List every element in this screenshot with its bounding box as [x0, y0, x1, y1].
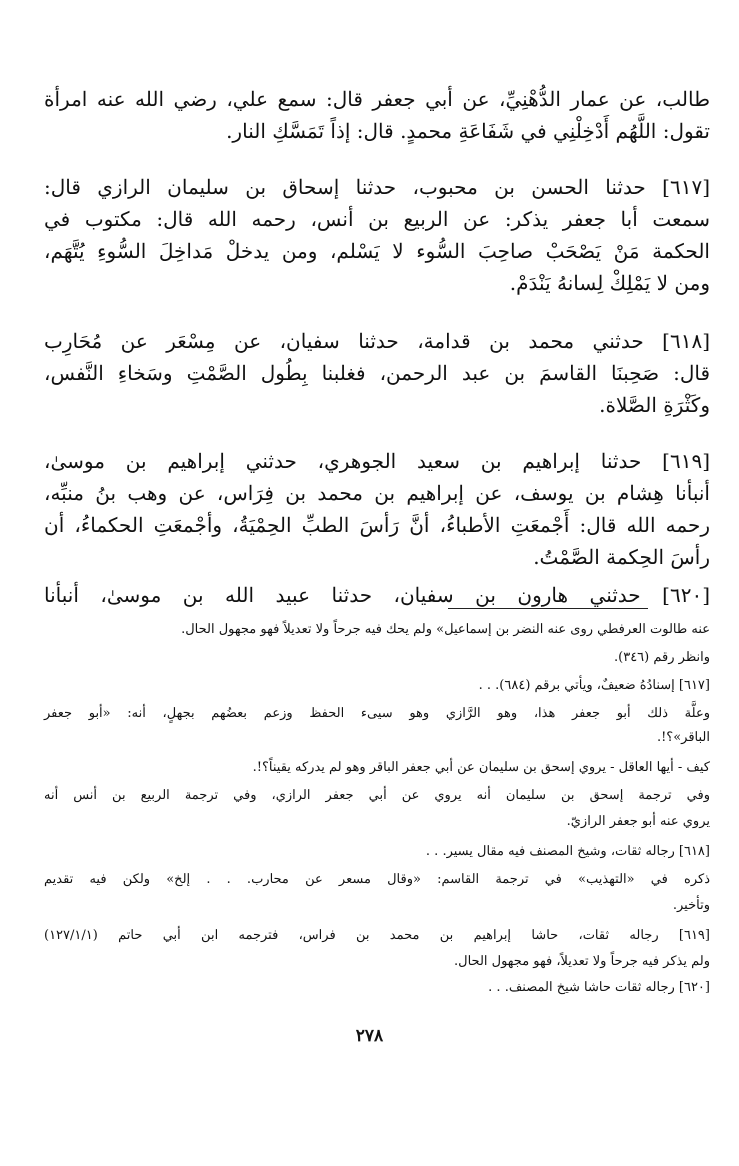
- text-line: [٦٢٠] حدثني هارون بن سفيان، حدثنا عبيد الله بن موسىٰ، أنبأنا: [44, 583, 710, 607]
- footnote-separator: [448, 608, 648, 609]
- text-line: سمعت أبا جعفر يذكر: عن الربيع بن أنس، رحمه الله قال: مكتوب في: [44, 207, 710, 231]
- text-line: الحكمة مَنْ يَصْحَبْ صاحِبَ السُّوء لا يَسْلم، ومن يدخلْ مَداخِلَ السُّوءِ يُتَّهَم،: [44, 239, 710, 263]
- page-number: ٢٧٨: [355, 1026, 384, 1046]
- text-line: قال: صَحِبنَا القاسمَ بن عبد الرحمن، فغلبنا بِطُول الصَّمْتِ وسَخاءِ النَّفس،: [44, 361, 710, 385]
- text-line: [٦١٧] حدثنا الحسن بن محبوب، حدثنا إسحاق بن سليمان الرازي قال:: [44, 175, 710, 199]
- footnote-line: الباقر»؟!.: [656, 730, 710, 745]
- footnote-line: وعلَّة ذلك أبو جعفر هذا، وهو الرَّازي وهو سيىء الحفظ وزعم بعضُهم بجهلٍ، أنه: «أبو جعفر: [44, 706, 710, 721]
- text-line: رحمه الله قال: أَجْمعَتِ الأطباءُ، أنَّ رَأسَ الطبِّ الحِمْيَةُ، وأجْمعَتِ الحكماءُ، أن: [44, 513, 710, 537]
- footnote-line: ذكره في «التهذيب» في ترجمة القاسم: «وقال مسعر عن محارب. . . إلخ» ولكن فيه تقديم: [44, 872, 710, 887]
- footnote-line: كيف - أيها العاقل - يروي إسحق بن سليمان عن أبي جعفر الباقر وهو لم يدركه يقيناً؟!.: [252, 760, 710, 775]
- footnote-line: [٦١٨] رجاله ثقات، وشيخ المصنف فيه مقال يسير. . .: [425, 844, 710, 859]
- footnote-line: [٦٢٠] رجاله ثقات حاشا شيخ المصنف. . .: [488, 980, 710, 995]
- text-line: رأسَ الحِكمة الصَّمْتُ.: [533, 545, 710, 569]
- footnote-line: ولم يذكر فيه جرحاً ولا تعديلاً، فهو مجهول الحال.: [454, 954, 710, 969]
- footnote-line: وتأخير.: [672, 898, 710, 913]
- text-line: [٦١٩] حدثنا إبراهيم بن سعيد الجوهري، حدثني إبراهيم بن موسىٰ،: [44, 449, 710, 473]
- text-line: طالب، عن عمار الدُّهْنِيِّ، عن أبي جعفر قال: سمع علي، رضي الله عنه امرأة: [44, 87, 710, 111]
- footnote-line: يروي عنه أبو جعفر الرازيّ.: [566, 814, 710, 829]
- footnote-line: وانظر رقم (٣٤٦).: [614, 650, 710, 665]
- footnote-line: وفي ترجمة إسحق بن سليمان أنه يروي عن أبي جعفر الرازي، وفي ترجمة الربيع بن أنس أنه: [44, 788, 710, 803]
- text-line: وكَثْرَةِ الصَّلاة.: [599, 393, 710, 417]
- text-line: أنبأنا هِشام بن يوسف، عن إبراهيم بن محمد بن فِرَاس، عن وهب بنُ منبِّه،: [44, 481, 710, 505]
- footnote-line: عنه طالوت العرفطي روى عنه النضر بن إسماعيل» ولم يحك فيه جرحاً ولا تعديلاً فهو مجهول الحال.: [181, 622, 710, 637]
- footnote-line: [٦١٩] رجاله ثقات، حاشا إبراهيم بن محمد بن فراس، فترجمه ابن أبي حاتم (١٢٧/١/١): [44, 928, 710, 943]
- footnote-line: [٦١٧] إسنادُهُ ضعيفٌ، ويأتي برقم (٦٨٤). . .: [478, 678, 710, 693]
- text-line: ومن لا يَمْلِكْ لِسانهُ يَنْدَمْ.: [509, 271, 710, 295]
- text-line: [٦١٨] حدثني محمد بن قدامة، حدثنا سفيان، عن مِسْعَر عن مُحَارِب: [44, 329, 710, 353]
- text-line: تقول: اللَّهُم أَدْخِلْنِي في شَفَاعَةِ محمدٍ. قال: إذاً تَمَسَّكِ النار.: [226, 119, 710, 143]
